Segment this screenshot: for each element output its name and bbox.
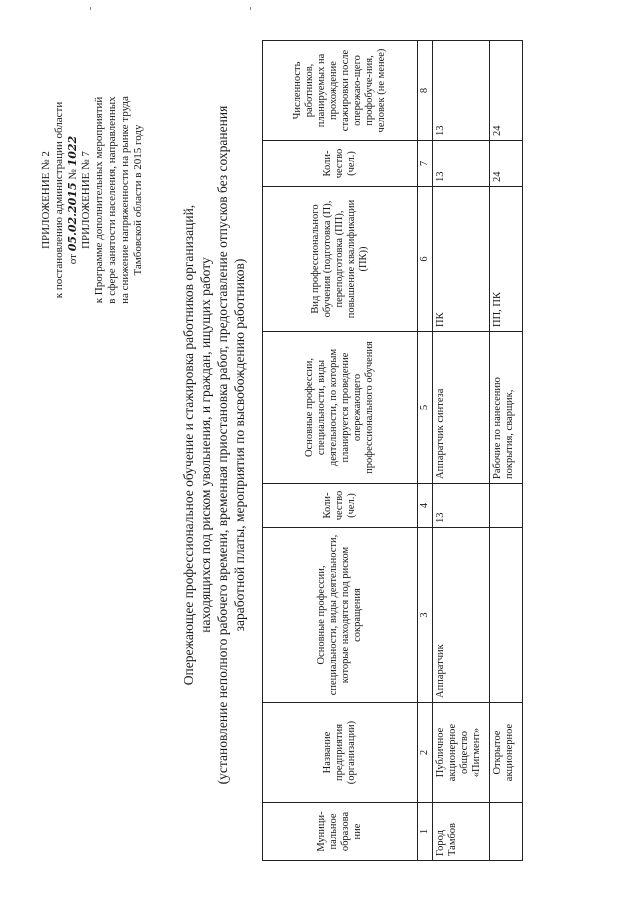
program-appendix-number: ПРИЛОЖЕНИЕ № 7 <box>80 151 92 249</box>
decree-date: 05.02.2015 <box>66 182 79 252</box>
header-training-professions: Основные профессии, специальности, виды деятельности, по которым планируется проведение опережающего профессионального обучения <box>263 332 418 484</box>
header-municipality: Муници-пальное образова ние <box>263 803 418 861</box>
decree-number: 1022 <box>66 135 79 167</box>
training-table <box>262 40 523 861</box>
scan-speck <box>250 7 251 10</box>
decree-date-line: от 05.02.2015 № 1022 <box>66 135 79 265</box>
table-header-row <box>263 41 418 861</box>
decree-reference: к постановлению администрации области <box>53 101 65 299</box>
scan-speck <box>90 7 91 10</box>
table-row: Открытое акционерное Рабочие по нанесению покрытия, сварщик, ПП, ПК 24 24 <box>490 41 523 861</box>
header-count: Коли-чество (чел.) <box>263 484 418 528</box>
header-training-type: Вид профессионального обучения (подготовка (П), переподготовка (ПП), повышение квалификации (ПК)) <box>263 187 418 332</box>
header-internship-count: Численность работников, планируемых на прохождение стажировки после опережаю-щего профобуче-ния, человек (не менее) <box>263 41 418 141</box>
column-number-row: 1 2 3 4 5 6 7 8 <box>418 41 433 861</box>
document-title: Опережающее профессиональное обучение и стажировка работников организаций, находящихся под риском увольнения, и граждан, ищущих работу (установление неполного рабочего времени, временная приостановка работ, предоставление отпусков без сохранения заработной платы, мероприятия по высвобождению работников) <box>181 105 247 785</box>
header-risk-professions: Основные профессии, специальности, виды деятельности, которые находятся под риском сокращения <box>263 528 418 703</box>
appendix-number: ПРИЛОЖЕНИЕ № 2 <box>40 151 52 249</box>
table-row: Город Тамбов Публичное акционерное общество «Пигмент» Аппаратчик 13 Аппаратчик синтеза ПК 13 13 <box>433 41 490 861</box>
header-organization: Название предприятия (организации) <box>263 703 418 803</box>
header-trained-count: Коли-чество (чел.) <box>263 141 418 187</box>
appendix-header: ПРИЛОЖЕНИЕ № 2 к постановлению администрации области от 05.02.2015 № 1022 ПРИЛОЖЕНИЕ № 7 к Программе дополнительных мероприятий в сфере занятости населения, направленных на снижение напряженности на рынке труда Тамбовской области в 2015 году <box>40 90 145 310</box>
